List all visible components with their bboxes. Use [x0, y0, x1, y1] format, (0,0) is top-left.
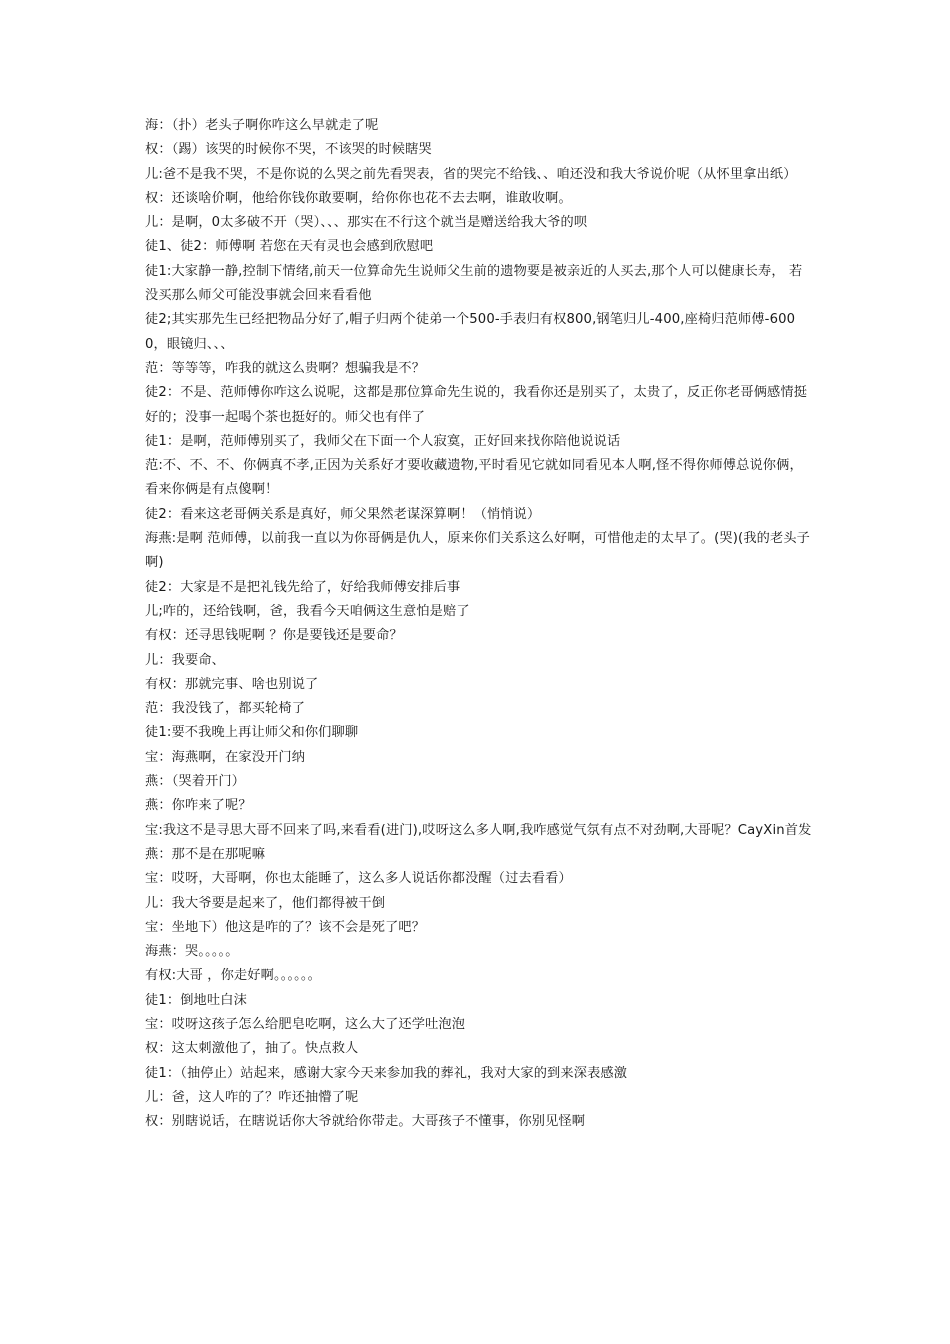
script-document: [145, 114, 815, 1134]
dialogue-line: 儿：我要命、: [145, 652, 226, 668]
dialogue-line: 海：（扑）老头子啊你咋这么早就走了呢: [145, 118, 379, 133]
dialogue-line: 范：等等等，咋我的就这么贵啊？想骗我是不？: [145, 360, 426, 376]
dialogue-line: 燕：那不是在那呢嘛: [145, 846, 266, 862]
dialogue-line: 徒1：（抽停止）站起来，感谢大家今天来参加我的葬礼，我对大家的到来深表感激: [145, 1065, 628, 1081]
dialogue-line: 有权：那就完事、啥也别说了: [145, 676, 319, 692]
dialogue-line: 徒1：是啊，范师傅别买了，我师父在下面一个人寂寞，正好回来找你陪他说说话: [145, 433, 621, 449]
dialogue-line: 儿：爸，这人咋的了？咋还抽懵了呢: [145, 1089, 359, 1105]
dialogue-line: 有权：还寻思钱呢啊 ？你是要钱还是要命？: [145, 628, 403, 644]
dialogue-line: 范:不、不、不、你俩真不孝,正因为关系好才要收藏遗物,平时看见它就如同看见本人啊,怪不得你师傅总说你俩，看来你俩是有点傻啊！: [145, 458, 803, 498]
dialogue-line: 宝:我这不是寻思大哥不回来了吗,来看看(进门),哎呀这么多人啊,我咋感觉气氛有点不对劲啊,大哥呢？CayXin首发: [145, 822, 812, 838]
dialogue-line: 儿;咋的，还给钱啊，爸，我看今天咱俩这生意怕是赔了: [145, 603, 470, 619]
dialogue-line: 儿：我大爷要是起来了，他们都得被干倒: [145, 895, 386, 911]
dialogue-line: 徒1、徒2：师傅啊 若您在天有灵也会感到欣慰吧: [145, 239, 434, 255]
dialogue-line: 范：我没钱了，都买轮椅了: [145, 701, 306, 717]
dialogue-line: 海燕:是啊 范师傅，以前我一直以为你哥俩是仇人，原来你们关系这么好啊，可惜他走的太早了。(哭)(我的老头子啊): [145, 531, 811, 571]
dialogue-line: 徒1:要不我晚上再让师父和你们聊聊: [145, 725, 359, 741]
dialogue-line: 权：（踢）该哭的时候你不哭，不该哭的时候瞎哭: [145, 142, 432, 158]
dialogue-line: 徒2：看来这老哥俩关系是真好，师父果然老谋深算啊！（悄悄说）: [145, 506, 541, 522]
dialogue-line: 徒1:大家静一静,控制下情绪,前天一位算命先生说师父生前的遗物要是被亲近的人买去,那个人可以健康长寿， 若没买那么师父可能没事就会回来看看他: [145, 263, 803, 304]
dialogue-line: 海燕：哭。。。。。: [145, 944, 239, 960]
dialogue-line: 宝：哎呀这孩子怎么给肥皂吃啊，这么大了还学吐泡泡: [145, 1016, 466, 1032]
dialogue-line: 有权:大哥 ，你走好啊。。。。。。: [145, 968, 321, 984]
dialogue-line: 徒2：大家是不是把礼钱先给了，好给我师傅安排后事: [145, 579, 461, 595]
dialogue-line: 权：这太刺激他了，抽了。快点救人: [145, 1041, 359, 1057]
dialogue-line: 宝：哎呀，大哥啊，你也太能睡了，这么多人说话你都没醒（过去看看）: [145, 871, 572, 887]
dialogue-line: 权：别瞎说话，在瞎说话你大爷就给你带走。大哥孩子不懂事，你别见怪啊: [145, 1114, 586, 1130]
dialogue-line: 燕：（哭着开门）: [145, 774, 246, 790]
dialogue-line: 宝：海燕啊，在家没开门纳: [145, 749, 306, 765]
dialogue-line: 徒2：不是、范师傅你咋这么说呢，这都是那位算命先生说的，我看你还是别买了，太贵了，反正你老哥俩感情挺好的；没事一起喝个茶也挺好的。师父也有伴了: [145, 385, 808, 425]
dialogue-line: 徒2;其实那先生已经把物品分好了,帽子归两个徒弟一个500-手表归有权800,钢笔归儿-400,座椅归范师傅-6000，眼镜归、、、: [145, 312, 796, 352]
dialogue-line: 宝：坐地下）他这是咋的了？该不会是死了吧？: [145, 919, 426, 935]
dialogue-line: 燕：你咋来了呢？: [145, 798, 252, 814]
dialogue-line: 权：还谈啥价啊，他给你钱你敢要啊，给你你也花不去去啊，谁敢收啊。: [145, 190, 572, 206]
dialogue-line: 儿:爸不是我不哭，不是你说的么哭之前先看哭表，省的哭完不给钱、、咱还没和我大爷说价呢（从怀里拿出纸）: [145, 166, 797, 182]
dialogue-line: 徒1：倒地吐白沫: [145, 992, 247, 1008]
dialogue-line: 儿：是啊，0太多破不开（哭）、、、那实在不行这个就当是赠送给我大爷的呗: [145, 215, 588, 231]
